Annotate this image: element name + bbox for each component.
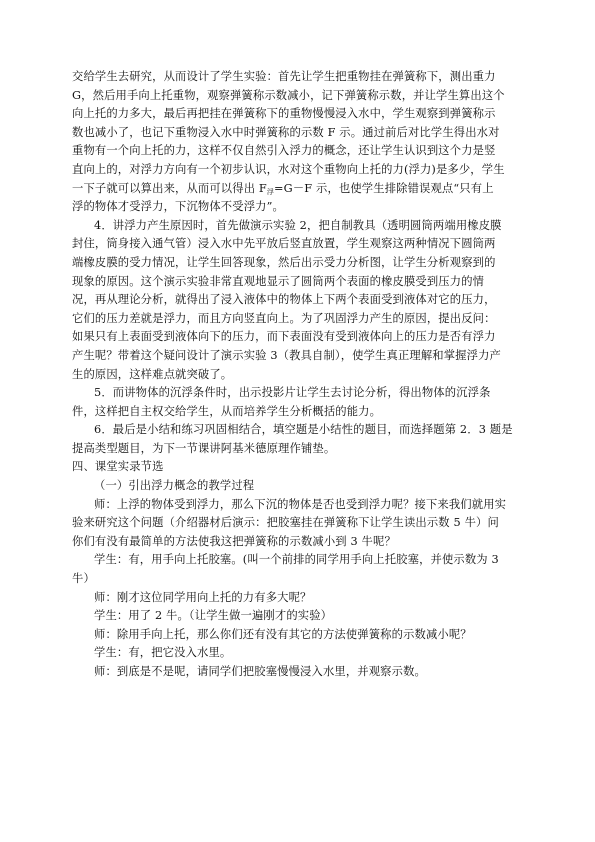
text-line: 产生呢？带着这个疑问设计了演示实验 3（教具自制），使学生真正理解和掌握浮力产 bbox=[72, 348, 501, 362]
dialogue-line: 师：刚才这位同学用向上托的力有多大呢？ bbox=[94, 590, 312, 604]
text-line: 件，这样把自主权交给学生，从而培养学生分析概括的能力。 bbox=[72, 404, 382, 418]
text-line: 数也减小了，也记下重物浸入水中时弹簧称的示数 F 示。通过前后对比学生得出水对 bbox=[72, 125, 500, 139]
text-line: 况，再从理论分析，就得出了浸入液体中的物体上下两个表面受到液体对它的压力， bbox=[72, 293, 496, 307]
text-line: 直向上的，对浮力方向有一个初步认识，水对这个重物向上托的力(浮力)是多少，学生 bbox=[72, 162, 505, 176]
text-line: 提高类型题目，为下一节课讲阿基米德原理作铺垫。 bbox=[72, 441, 336, 455]
text-line: 重物有一个向上托的力，这样不仅自然引入浮力的概念，还让学生认识到这个力是竖 bbox=[72, 144, 496, 158]
text-line: 验来研究这个问题（介绍器材后演示：把胶塞挂在弹簧称下让学生读出示数 5 牛）问 bbox=[72, 516, 499, 530]
text-line-with-subscript bbox=[72, 180, 528, 199]
subsection-heading: （一）引出浮力概念的教学过程 bbox=[94, 479, 255, 493]
section-heading: 四、课堂实录节选 bbox=[72, 460, 164, 474]
text-line: 向上托的力多大，最后再把挂在弹簧称下的重物慢慢浸入水中，学生观察到弹簧称示 bbox=[72, 107, 496, 121]
subscript-text: 浮 bbox=[266, 187, 275, 196]
dialogue-line: 学生：用了 2 牛。（让学生做一遍刚才的实验） bbox=[94, 609, 333, 623]
text-line: 现象的原因。这个演示实验非常直观地显示了圆筒两个表面的橡皮膜受到压力的情 bbox=[72, 274, 485, 288]
paragraph-start-line: 6．最后是小结和练习巩固相结合，填空题是小结性的题目，而选择题第 2．3 题是 bbox=[94, 423, 513, 437]
dialogue-line: 学生：有，把它没入水里。 bbox=[94, 646, 232, 660]
document-page bbox=[72, 68, 528, 682]
text-line: 浮的物体才受浮力，下沉物体不受浮力”。 bbox=[72, 200, 284, 214]
dialogue-line: 师：上浮的物体受到浮力，那么下沉的物体是否也受到浮力呢？接下来我们就用实 bbox=[94, 497, 507, 511]
dialogue-line: 学生：有，用手向上托胶塞。(叫一个前排的同学用手向上托胶塞，并使示数为 3 bbox=[94, 553, 499, 567]
text-line: 如果只有上表面受到液体向下的压力，而下表面没有受到液体向上的压力是否有浮力 bbox=[72, 330, 496, 344]
text-segment: 一下子就可以算出来，从而可以得出 F bbox=[72, 181, 267, 195]
text-line: 交给学生去研究，从而设计了学生实验：首先让学生把重物挂在弹簧称下，测出重力 bbox=[72, 70, 496, 83]
text-line: 它们的压力差就是浮力，而且方向竖直向上。为了巩固浮力产生的原因，提出反问： bbox=[72, 311, 496, 325]
text-line: 牛） bbox=[72, 572, 95, 586]
text-line: 生的原因，这样难点就突破了。 bbox=[72, 367, 233, 381]
text-line: G，然后用手向上托重物，观察弹簧称示数减小，记下弹簧称示数，并让学生算出这个 bbox=[72, 88, 505, 102]
text-line: 你们有没有最简单的方法使我这把弹簧称的示数减小到 3 牛呢？ bbox=[72, 534, 396, 548]
dialogue-line: 师：除用手向上托，那么你们还有没有其它的方法使弹簧称的示数减小呢？ bbox=[94, 627, 472, 641]
paragraph-start-line: 4．讲浮力产生原因时，首先做演示实验 2，把自制教具（透明圆筒两端用橡皮膜 bbox=[94, 218, 502, 232]
paragraph-start-line: 5．而讲物体的沉浮条件时，出示投影片让学生去讨论分析，得出物体的沉浮条 bbox=[94, 386, 491, 400]
dialogue-line: 师：到底是不是呢，请同学们把胶塞慢慢浸入水里，并观察示数。 bbox=[94, 665, 426, 678]
text-segment: =G－F 示，也使学生排除错误观点“只有上 bbox=[274, 181, 494, 195]
text-line: 端橡皮膜的受力情况，让学生回答现象，然后出示受力分析图，让学生分析观察到的 bbox=[72, 255, 496, 269]
text-line: 封住，筒身接入通气管）浸入水中先平放后竖直放置，学生观察这两种情况下圆筒两 bbox=[72, 237, 496, 251]
